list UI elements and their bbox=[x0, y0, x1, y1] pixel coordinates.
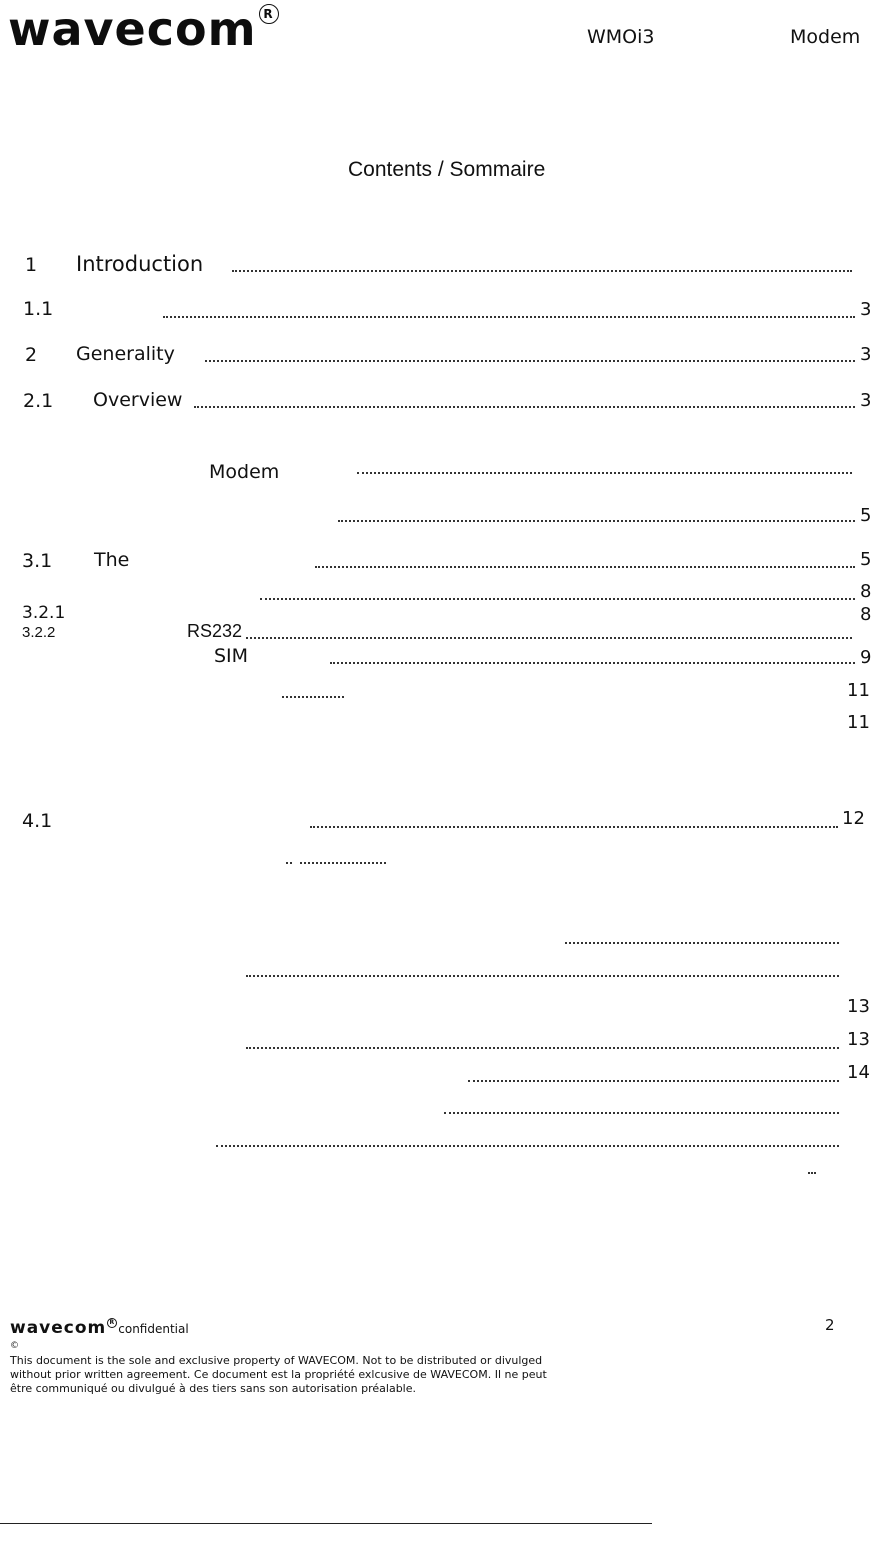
confidential-label: confidential bbox=[118, 1322, 189, 1336]
toc-number: 3.2.1 bbox=[22, 603, 66, 623]
toc-title: Modem bbox=[209, 461, 280, 483]
toc-number: 3.1 bbox=[22, 550, 53, 572]
toc-leader bbox=[808, 1172, 816, 1174]
toc-leader bbox=[565, 942, 839, 944]
toc-page: 12 bbox=[842, 808, 865, 829]
toc-number: 2.1 bbox=[23, 390, 54, 412]
toc-title: SIM bbox=[214, 645, 249, 667]
toc-leader bbox=[216, 1145, 839, 1147]
footer-page-number: 2 bbox=[825, 1316, 835, 1334]
toc-leader bbox=[315, 566, 855, 568]
toc-leader bbox=[330, 662, 855, 664]
toc-number: 1.1 bbox=[23, 298, 54, 320]
toc-page: 13 bbox=[847, 996, 870, 1017]
footer-notice-line1: This document is the sole and exclusive property of WAVECOM. Not to be distributed or divulged bbox=[10, 1354, 543, 1367]
toc-title: Generality bbox=[76, 343, 175, 365]
toc-leader bbox=[282, 696, 344, 698]
toc-page: 9 bbox=[860, 647, 872, 668]
copyright-symbol: © bbox=[10, 1341, 19, 1351]
toc-title: Overview bbox=[93, 389, 183, 411]
toc-page: 11 bbox=[847, 712, 870, 733]
footer-notice-line2: without prior written agreement. Ce document est la propriété exlcusive de WAVECOM. Il ne peut bbox=[10, 1368, 547, 1381]
toc-number: 3.2.2 bbox=[22, 624, 56, 641]
toc-leader bbox=[232, 270, 852, 272]
toc-leader bbox=[357, 472, 852, 474]
toc-leader bbox=[205, 360, 855, 362]
wavecom-logo bbox=[8, 4, 279, 54]
logo-text: wavecom bbox=[8, 2, 257, 56]
footer-wavecom-logo bbox=[10, 1318, 189, 1339]
toc-leader bbox=[246, 1047, 839, 1049]
toc-leader bbox=[300, 862, 386, 864]
toc-page: 8 bbox=[860, 604, 872, 625]
toc-page: 5 bbox=[860, 549, 872, 570]
header-model: WMOi3 bbox=[587, 26, 655, 48]
toc-leader bbox=[286, 862, 292, 864]
toc-leader bbox=[310, 826, 838, 828]
page-title: Contents / Sommaire bbox=[348, 158, 546, 181]
toc-title: RS232 bbox=[187, 621, 243, 641]
toc-title: The bbox=[94, 549, 130, 571]
bottom-rule bbox=[0, 1523, 652, 1524]
toc-page: 5 bbox=[860, 505, 872, 526]
toc-leader bbox=[260, 598, 855, 600]
toc-page: 3 bbox=[860, 299, 872, 320]
toc-page: 11 bbox=[847, 680, 870, 701]
toc-page: 3 bbox=[860, 344, 872, 365]
toc-leader bbox=[468, 1080, 839, 1082]
toc-number: 1 bbox=[25, 254, 38, 276]
toc-leader bbox=[246, 637, 852, 639]
toc-page: 3 bbox=[860, 390, 872, 411]
toc-title: Introduction bbox=[76, 252, 204, 276]
footer-notice-line3: être communiqué ou divulgué à des tiers sans son autorisation préalable. bbox=[10, 1382, 416, 1395]
toc-number: 2 bbox=[25, 344, 38, 366]
toc-page: 13 bbox=[847, 1029, 870, 1050]
registered-icon: R bbox=[259, 4, 279, 24]
toc-leader bbox=[194, 406, 855, 408]
header-product: Modem bbox=[790, 26, 861, 48]
toc-page: 14 bbox=[847, 1062, 870, 1083]
toc-leader bbox=[163, 316, 855, 318]
toc-leader bbox=[444, 1112, 839, 1114]
toc-page: 8 bbox=[860, 581, 872, 602]
footer-logo-text: wavecom bbox=[10, 1318, 107, 1338]
registered-icon: R bbox=[107, 1318, 117, 1328]
toc-number: 4.1 bbox=[22, 810, 53, 832]
toc-leader bbox=[246, 975, 839, 977]
toc-leader bbox=[338, 520, 855, 522]
